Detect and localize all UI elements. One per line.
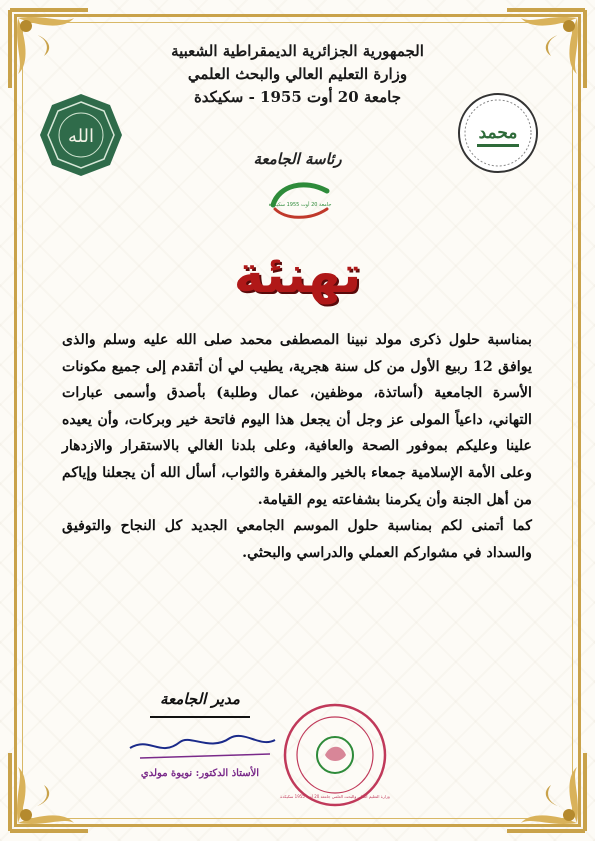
svg-text:الأستاذ الدكتور: نويوة مولدي: الأستاذ الدكتور: نويوة مولدي	[140, 768, 260, 779]
header-republic: الجمهورية الجزائرية الديمقراطية الشعبية	[171, 42, 424, 60]
message-paragraph: بمناسبة حلول ذكرى مولد نبينا المصطفى محمد صلى الله عليه وسلم والذى يوافق 12 ربيع الأول من كل سنة هجرية، يطيب لي أن أتقدم إلى جميع مكونات الأسرة الجامعية (أساتذة، موظفين، عمال وطلبة) بأصدق وأسمى عبارات التهاني، داعياً المولى عز وجل أن يجعل هذا اليوم فاتحة خير وبركات، وأن يعيده علينا وعليكم بموفور الصحة والعافية، وعلى بلدنا الغالي بالاستقرار والازدهار وعلى الأمة الإسلامية جمعاء بالخير والمغفرة والثواب، أسأل الله أن يجعلنا وإياكم من أهل الجنة وأن يكرمنا بشفاعته يوم القيامة.	[62, 332, 533, 508]
svg-text:محمد: محمد	[478, 123, 518, 143]
document-header	[120, 40, 475, 109]
university-logo-icon	[265, 175, 335, 223]
message-body	[62, 327, 532, 566]
director-title: مدير الجامعة	[160, 690, 240, 708]
header-ministry: وزارة التعليم العالي والبحث العلمي	[187, 65, 408, 83]
corner-ornament-icon	[4, 747, 94, 837]
svg-text:وزارة التعليم العالي والبحث ال: وزارة التعليم العالي والبحث العلمي جامعة 20 أوت 1955 سكيكدة	[280, 794, 390, 799]
corner-ornament-icon	[501, 4, 591, 94]
message-paragraph: كما أتمنى لكم بمناسبة حلول الموسم الجامعي الجديد كل النجاح والتوفيق والسداد في مشواركم العملي والدراسي والبحثي.	[62, 518, 532, 561]
svg-text:الله: الله	[67, 126, 95, 147]
header-university: جامعة 20 أوت 1955 - سكيكدة	[193, 88, 402, 106]
svg-text:جامعة 20 أوت 1955 سكيكدة: جامعة 20 أوت 1955 سكيكدة	[268, 202, 332, 208]
handwritten-signature-icon	[120, 718, 280, 788]
congratulations-title: تهنئة	[233, 245, 362, 305]
official-stamp-icon	[280, 700, 390, 810]
corner-ornament-icon	[501, 747, 591, 837]
corner-ornament-icon	[4, 4, 94, 94]
presidency-label: رئاسة الجامعة	[253, 150, 342, 168]
allah-calligraphy-seal-icon	[38, 92, 124, 178]
muhammad-calligraphy-seal-icon	[457, 92, 539, 174]
